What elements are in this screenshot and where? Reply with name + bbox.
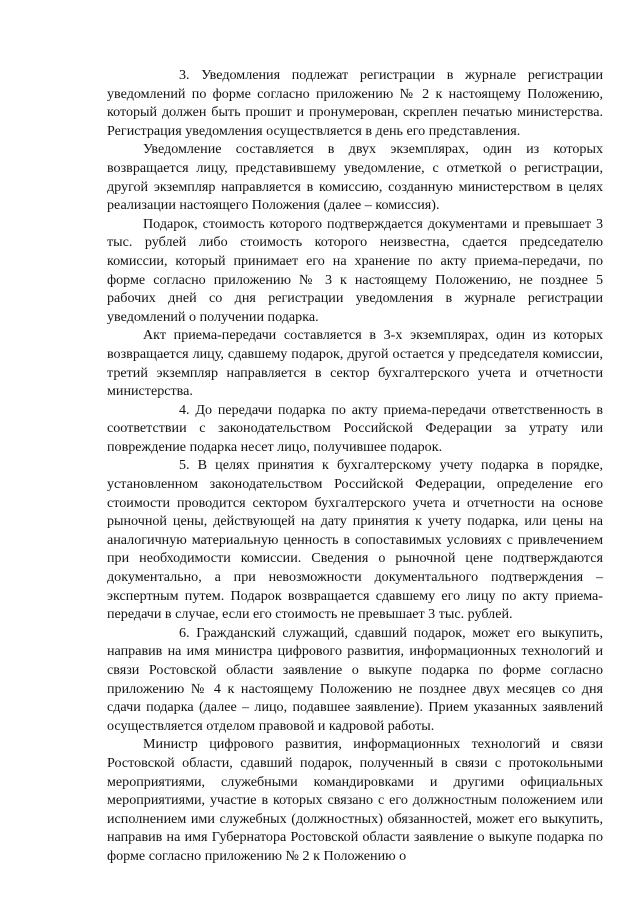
paragraph-text: Подарок, стоимость которого подтверждается документами и превышает 3 тыс. рублей либо стоимость которого неизвестна, сдается председателю комиссии, который принимает его на хранение по акту приема-передачи, по форме согласно приложению № 3 к настоящему Положению, не позднее 5 рабочих дней со дня регистрации уведомления в журнале регистрации уведомлений о получении подарка. <box>107 215 603 325</box>
paragraph-3-gift-handover <box>107 215 603 327</box>
paragraph-6-minister <box>107 735 603 865</box>
paragraph-text: До передачи подарка по акту приема-передачи ответственность в соответствии с законодательством Российской Федерации за утрату или повреждение подарка несет лицо, получившее подарок. <box>107 401 603 455</box>
paragraph-4 <box>107 401 603 457</box>
paragraph-text: Уведомление составляется в двух экземплярах, один из которых возвращается лицу, представившему уведомление, с отметкой о регистрации, другой экземпляр направляется в комиссию, созданную министерством в целях реализации настоящего Положения (далее – комиссия). <box>107 141 603 214</box>
paragraph-number: 4. <box>179 401 190 418</box>
paragraph-3-notice-copies <box>107 140 603 214</box>
paragraph-number: 3. <box>179 67 190 83</box>
paragraph-text: В целях принятия к бухгалтерскому учету подарка в порядке, установленном законодательством Российской Федерации, определение его стоимости проводится сектором бухгалтерского учета и отчетности на основе рыночной цены, действующей на дату принятия к учету подарка, или цены на аналогичную материальную ценность в сопоставимых условиях с привлечением при необходимости комиссии. Сведения о рыночной цене подтверждаются документально, а при невозможности документального подтверждения – экспертным путем. Подарок возвращается сдавшему его лицу по акту приема-передачи в случае, если его стоимость не превышает 3 тыс. рублей. <box>107 457 603 623</box>
paragraph-text: Министр цифрового развития, информационных технологий и связи Ростовской области, сдавший подарок, полученный в связи с протокольными мероприятиями, служебными командировками и другими официальных мероприятиями, участие в которых связано с его должностным положением или исполнением ими служебных (должностных) обязанностей, может его выкупить, направив на имя Губернатора Ростовской области заявление о выкупе подарка по форме согласно приложению № 2 к Положению о <box>107 736 603 864</box>
paragraph-text: Гражданский служащий, сдавший подарок, может его выкупить, направив на имя министра цифрового развития, информационных технологий и связи Ростовской области заявление о выкупе подарка по форме согласно приложению № 4 к настоящему Положению не позднее двух месяцев со дня сдачи подарка (далее – лицо, подавшее заявление). Прием указанных заявлений осуществляется отделом правовой и кадровой работы. <box>107 624 603 734</box>
paragraph-text: Акт приема-передачи составляется в 3-х экземплярах, один из которых возвращается лицу, сдавшему подарок, другой остается у председателя комиссии, третий экземпляр направляется в сектор бухгалтерского учета и отчетности министерства. <box>107 327 603 400</box>
paragraph-number: 5. <box>179 457 190 474</box>
document-page <box>107 66 603 866</box>
paragraph-3 <box>107 66 603 140</box>
paragraph-6 <box>107 624 603 736</box>
paragraph-3-act-copies <box>107 326 603 400</box>
paragraph-text: Уведомления подлежат регистрации в журнале регистрации уведомлений по форме согласно приложению № 2 к настоящему Положению, который должен быть прошит и пронумерован, скреплен печатью министерства. Регистрация уведомления осуществляется в день его представления. <box>107 67 604 139</box>
paragraph-number: 6. <box>179 624 190 641</box>
paragraph-5 <box>107 456 603 623</box>
